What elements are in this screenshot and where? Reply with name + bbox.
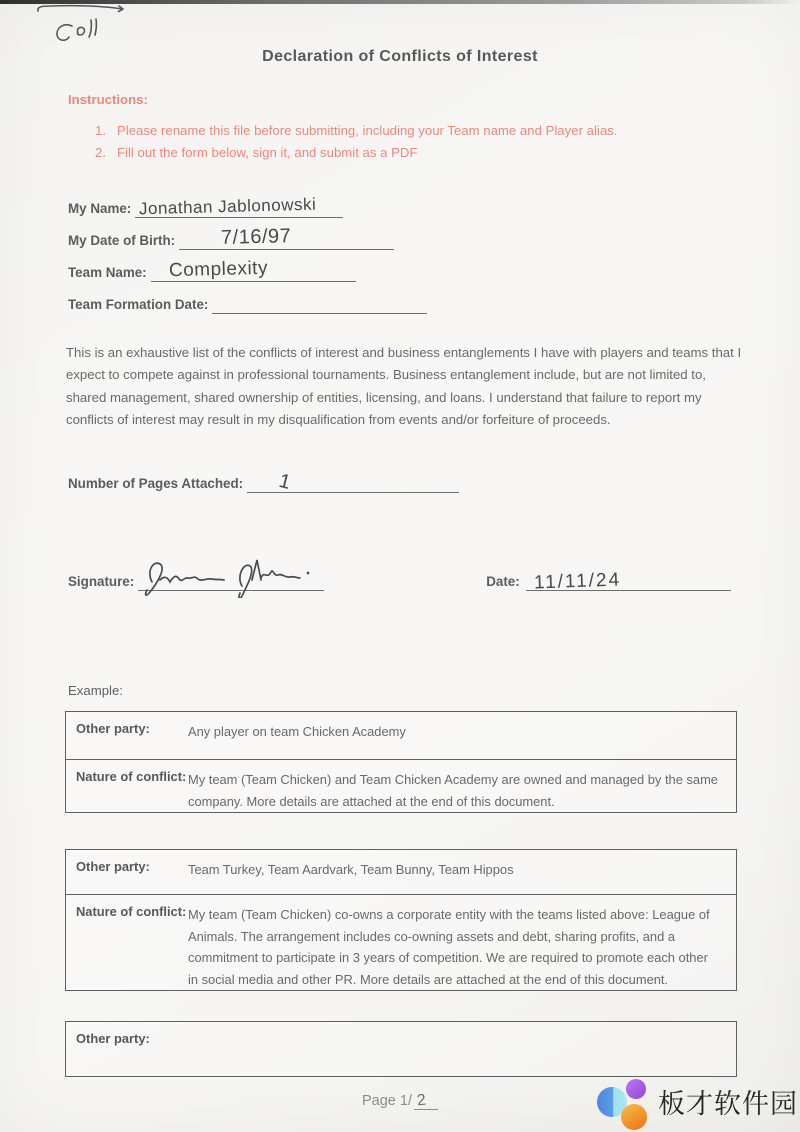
page-number-label: Page 1/ <box>362 1093 412 1109</box>
handwritten-coi-note <box>28 2 138 50</box>
handwritten-page-total: 2 <box>416 1091 428 1110</box>
row-label: Other party: <box>76 1031 150 1046</box>
field-date-of-birth <box>68 218 427 250</box>
field-label: My Name: <box>68 201 132 216</box>
table-row <box>66 1022 736 1076</box>
row-value: Any player on team Chicken Academy <box>188 724 406 739</box>
example-table-1 <box>65 711 737 813</box>
signature-handwriting <box>138 552 324 598</box>
row-value: My team (Team Chicken) co-owns a corporate entity with the teams listed above: League of Animals. The arrangement includes co-owning assets and debt, sharing profits, and a commitment to participate in 3 years of competition. We are required to promote each other in social media and other PR. More details are attached at the end of this document. <box>188 907 710 987</box>
form-fields <box>68 186 427 314</box>
table-row <box>66 759 736 812</box>
handwritten-dob: 7/16/97 <box>220 225 292 249</box>
watermark-logo-icon <box>596 1077 654 1131</box>
handwritten-team-name: Complexity <box>168 257 268 282</box>
row-value <box>188 1022 736 1076</box>
field-label: Team Name: <box>68 265 147 280</box>
row-label: Nature of conflict: <box>76 904 187 919</box>
row-value: Team Turkey, Team Aardvark, Team Bunny, Team Hippos <box>188 862 514 877</box>
instructions-heading: Instructions: <box>68 92 148 107</box>
instruction-number: 2. <box>95 145 106 160</box>
instruction-text: Please rename this file before submitting, including your Team name and Player alias. <box>117 123 618 138</box>
handwritten-pages-count: 1 <box>276 469 294 495</box>
page-total-line <box>414 1093 438 1110</box>
field-line <box>247 466 459 493</box>
row-label: Nature of conflict: <box>76 769 187 784</box>
instruction-text: Fill out the form below, sign it, and submit as a PDF <box>117 145 418 160</box>
field-label: My Date of Birth: <box>68 233 176 248</box>
field-pages-attached <box>68 466 459 493</box>
row-label: Other party: <box>76 721 150 736</box>
instruction-item <box>68 123 617 138</box>
row-label: Other party: <box>76 859 150 874</box>
handwritten-name: Jonathan Jablonowski <box>139 194 317 219</box>
declaration-paragraph: This is an exhaustive list of the conflicts of interest and business entanglements I have with players and teams that I expect to compete against in professional tournaments. Business entanglement include, but are not limited to, shared management, shared ownership of entities, licensing, and loans. I understand that failure to report my conflicts of interest may result in my disqualification from events and/or forfeiture of proceeds. <box>66 345 742 428</box>
instruction-number: 1. <box>95 123 106 138</box>
document-title: Declaration of Conflicts of Interest <box>262 48 538 65</box>
field-line <box>212 287 427 314</box>
watermark <box>596 1077 798 1131</box>
field-team-name <box>68 250 427 282</box>
instruction-item <box>68 145 617 160</box>
table-row <box>66 894 736 990</box>
blank-conflict-table <box>65 1021 737 1077</box>
watermark-text: 板才软件园 <box>658 1089 798 1119</box>
field-team-formation-date <box>68 282 427 314</box>
example-table-2 <box>65 849 737 991</box>
instructions-section <box>68 92 617 167</box>
date-line <box>526 560 731 594</box>
example-heading: Example: <box>68 683 123 698</box>
date-label: Date: <box>486 574 520 589</box>
field-label: Number of Pages Attached: <box>68 476 244 491</box>
signature-label: Signature: <box>68 574 135 589</box>
table-row <box>66 850 736 894</box>
signature-date-row <box>68 556 740 594</box>
field-line <box>179 223 394 250</box>
date-group <box>486 560 730 594</box>
field-my-name <box>68 186 427 218</box>
field-label: Team Formation Date: <box>68 297 209 312</box>
handwritten-date: 11/11/24 <box>533 569 622 594</box>
field-line <box>135 191 343 218</box>
table-row <box>66 712 736 759</box>
row-value: My team (Team Chicken) and Team Chicken Academy are owned and managed by the same company. More details are attached at the end of this document. <box>188 772 718 809</box>
field-line <box>151 255 356 282</box>
signature-line <box>138 556 324 591</box>
